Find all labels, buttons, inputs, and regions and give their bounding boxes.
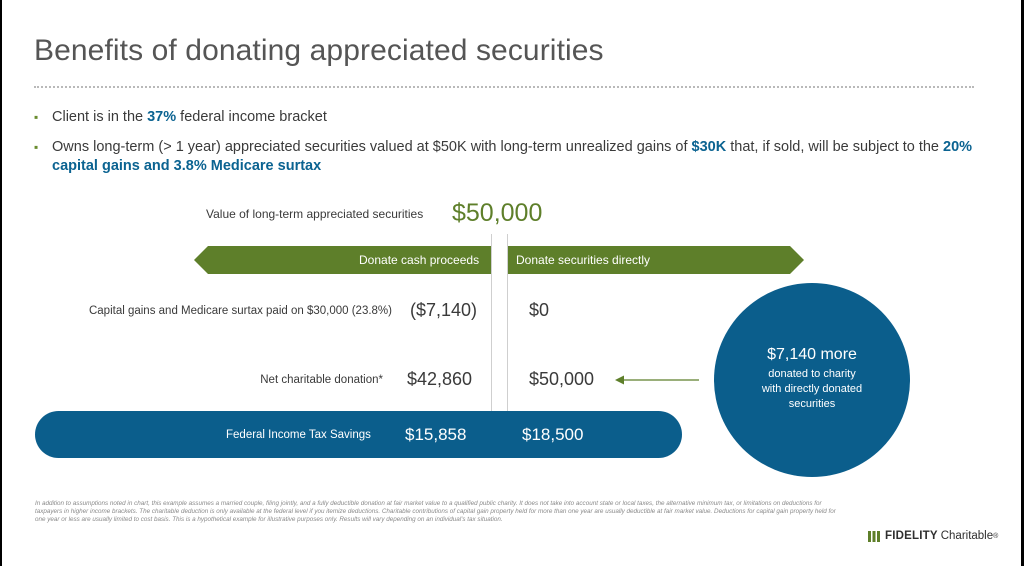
title-divider (34, 86, 974, 88)
callout-text-body: donated to charity with directly donated securities (761, 368, 863, 410)
capital-gains-cash-value: ($7,140) (410, 300, 478, 320)
net-donation-row-label: Net charitable donation* (260, 374, 383, 386)
column-divider (491, 234, 508, 412)
brand-name-light: Charitable (940, 530, 994, 542)
bullet-highlight: $30K (691, 139, 727, 155)
brand-name-bold: FIDELITY (885, 530, 938, 542)
net-donation-cash-value: $42,860 (407, 369, 473, 389)
tax-savings-cash-value: $15,858 (405, 425, 467, 444)
bullet-list (32, 108, 992, 187)
capital-gains-row-label: Capital gains and Medicare surtax paid on $30,000 (23.8%) (88, 305, 392, 317)
net-donation-securities-value: $50,000 (529, 369, 595, 389)
arrow-left-icon (615, 373, 699, 387)
bullet-icon: ▪ (34, 140, 39, 154)
logo-mark-icon (868, 531, 880, 542)
callout-text (714, 367, 910, 412)
slide (2, 0, 1021, 566)
bullet-text: that, if sold, will be subject to the (726, 139, 944, 155)
slide-title: Benefits of donating appreciated securities (34, 34, 604, 67)
bullet-text: federal income bracket (176, 109, 327, 125)
disclaimer-text: In addition to assumptions noted in chart, this example assumes a married couple, filing jointly, and a fully deductible donation at fair market value to a qualified public charity. It does not take into account state or local taxes, the alternative minimum tax, or limitations on deductions for taxpayers in higher income brackets. The charitable deduction is only available at the federal level if you itemize deductions. Charitable contributions of capital gain property held for more than one year are usually deductible at fair market value. Deductions for capital gain property held for one year or less are usually limited to cost basis. This is a hypothetical example for illustrative purposes only. Results will vary depending on an individual's tax situation. (35, 500, 836, 523)
callout-amount: $7,140 more (767, 346, 857, 363)
donate-securities-option: Donate securities directly (516, 253, 651, 267)
tax-savings-label: Federal Income Tax Savings (226, 429, 371, 441)
bullet-icon: ▪ (34, 110, 39, 124)
fidelity-charitable-logo (868, 530, 998, 542)
capital-gains-securities-value: $0 (529, 300, 550, 320)
bullet-text: Owns long-term (> 1 year) appreciated securities valued at $50K with long-term unrealized gains of (52, 139, 692, 155)
securities-value-amount: $50,000 (452, 199, 543, 227)
securities-value-label: Value of long-term appreciated securities (206, 207, 424, 221)
registered-mark: ® (993, 532, 999, 540)
bullet-item-2 (32, 138, 992, 176)
tax-savings-securities-value: $18,500 (522, 425, 584, 444)
donate-cash-option: Donate cash proceeds (359, 253, 480, 267)
bullet-highlight: 20% capital gains and 3.8% Medicare surtax (52, 139, 973, 174)
bullet-highlight: 37% (147, 109, 177, 125)
bullet-text: Client is in the (52, 109, 148, 125)
bullet-item-1 (32, 108, 992, 127)
